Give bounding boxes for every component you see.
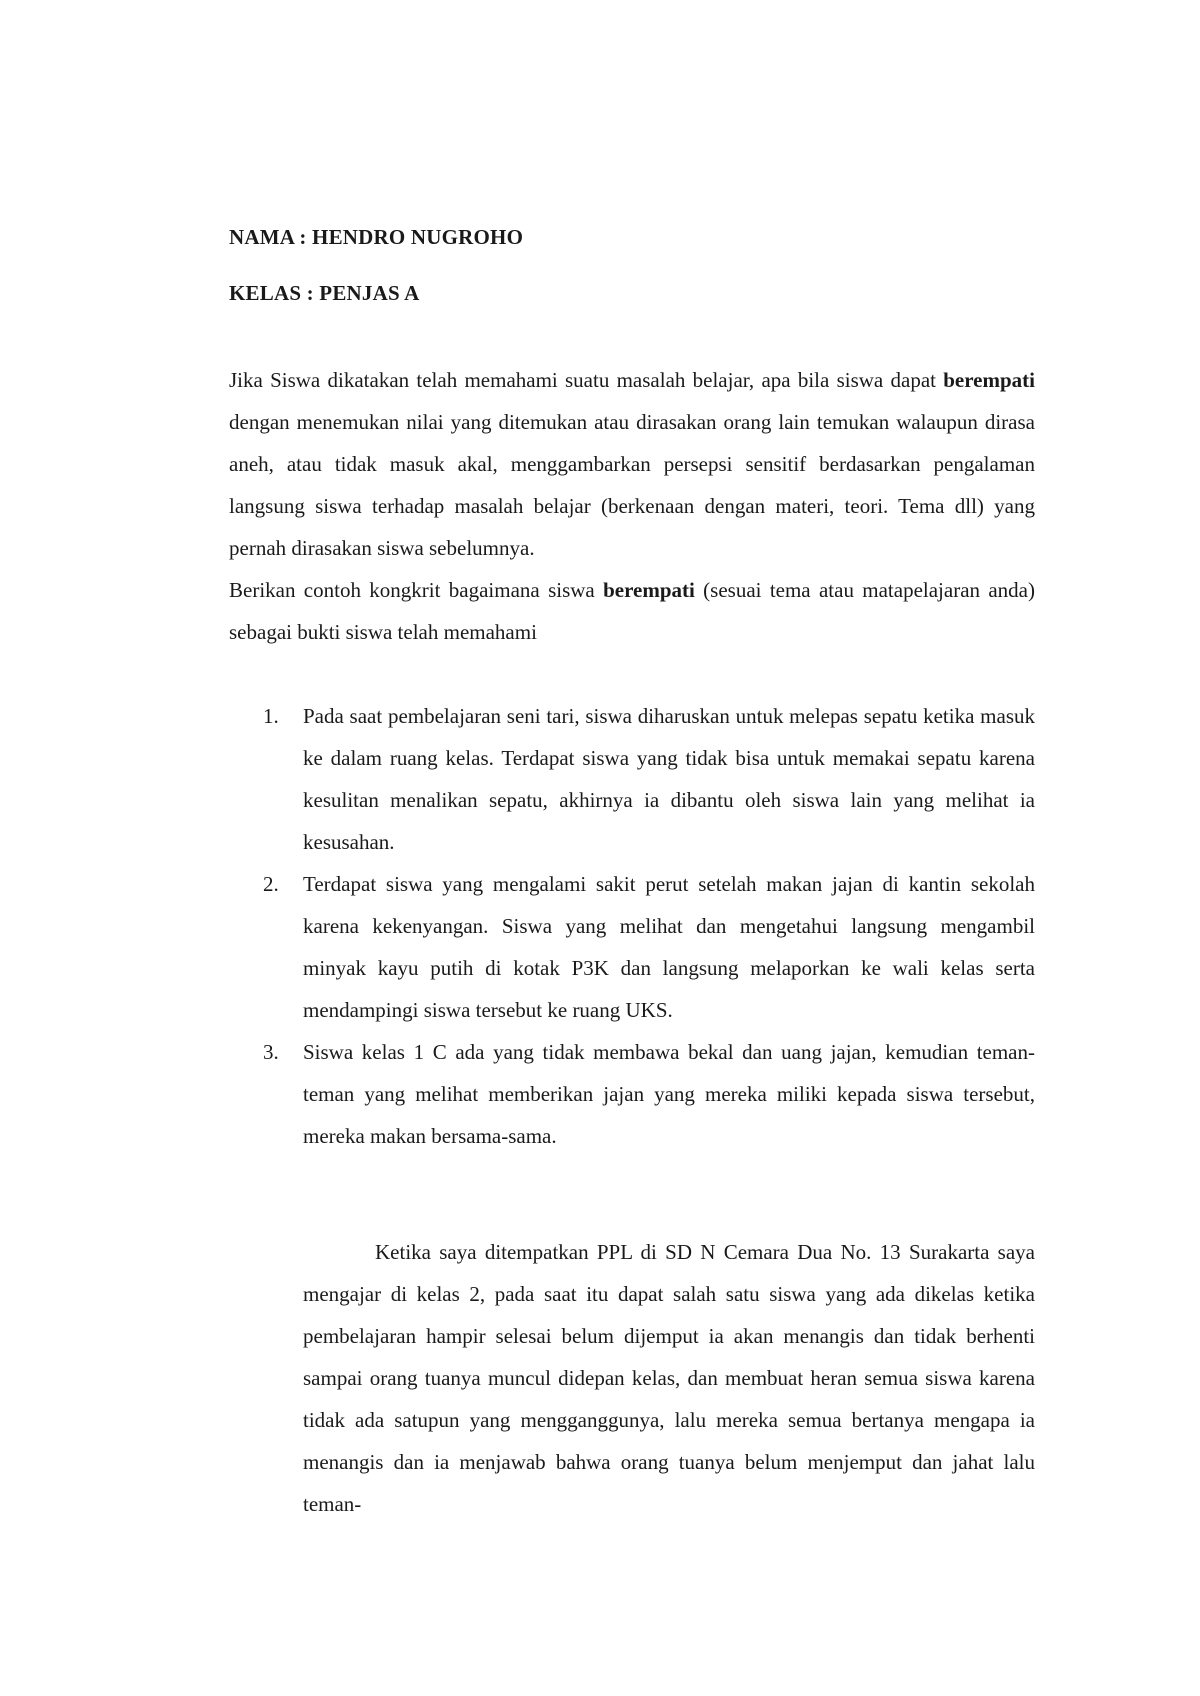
prompt-text-2: (sesuai tema atau matapelajaran anda) sebagai bukti siswa telah memahami: [229, 578, 1035, 644]
list-item: [229, 695, 1035, 863]
list-item-text: Siswa kelas 1 C ada yang tidak membawa bekal dan uang jajan, kemudian teman-teman yang melihat memberikan jajan yang mereka miliki kepada siswa tersebut, mereka makan bersama-sama.: [303, 1040, 1035, 1148]
examples-list: [229, 695, 1035, 1157]
prompt-text-1: Berikan contoh kongkrit bagaimana siswa: [229, 578, 604, 602]
list-item: [229, 1031, 1035, 1157]
story-paragraph: Ketika saya ditempatkan PPL di SD N Cemara Dua No. 13 Surakarta saya mengajar di kelas 2, pada saat itu dapat salah satu siswa yang ada dikelas ketika pembelajaran hampir selesai belum dijemput ia akan menangis dan tidak berhenti sampai orang tuanya muncul didepan kelas, dan membuat heran semua siswa karena tidak ada satupun yang mengganggunya, lalu mereka semua bertanya mengapa ia menangis dan ia menjawab bahwa orang tuanya belum menjemput dan jahat lalu teman-: [303, 1240, 1035, 1516]
intro-paragraph: [229, 359, 1035, 569]
intro-text-2: dengan menemukan nilai yang ditemukan atau dirasakan orang lain temukan walaupun dirasa aneh, atau tidak masuk akal, menggambarkan persepsi sensitif berdasarkan pengalaman langsung siswa terhadap masalah belajar (berkenaan dengan materi, teori. Tema dll) yang pernah dirasakan siswa sebelumnya.: [229, 410, 1035, 560]
list-item-number: 1.: [263, 704, 279, 728]
list-item-number: 2.: [263, 872, 279, 896]
student-class-line: KELAS : PENJAS A: [229, 281, 420, 305]
student-name-line: NAMA : HENDRO NUGROHO: [229, 225, 524, 249]
prompt-paragraph: [229, 569, 1035, 653]
intro-bold-term: berempati: [943, 368, 1035, 392]
document-body: [229, 223, 1035, 1525]
list-item-number: 3.: [263, 1040, 279, 1064]
list-item-text: Pada saat pembelajaran seni tari, siswa diharuskan untuk melepas sepatu ketika masuk ke dalam ruang kelas. Terdapat siswa yang tidak bisa untuk memakai sepatu karena kesulitan menalikan sepatu, akhirnya ia dibantu oleh siswa lain yang melihat ia kesusahan.: [303, 704, 1035, 854]
list-item-text: Terdapat siswa yang mengalami sakit perut setelah makan jajan di kantin sekolah karena kekenyangan. Siswa yang melihat dan mengetahui langsung mengambil minyak kayu putih di kotak P3K dan langsung melaporkan ke wali kelas serta mendampingi siswa tersebut ke ruang UKS.: [303, 872, 1035, 1022]
list-item: [229, 863, 1035, 1031]
prompt-bold-term: berempati: [603, 578, 695, 602]
intro-text-1: Jika Siswa dikatakan telah memahami suatu masalah belajar, apa bila siswa dapat: [229, 368, 944, 392]
